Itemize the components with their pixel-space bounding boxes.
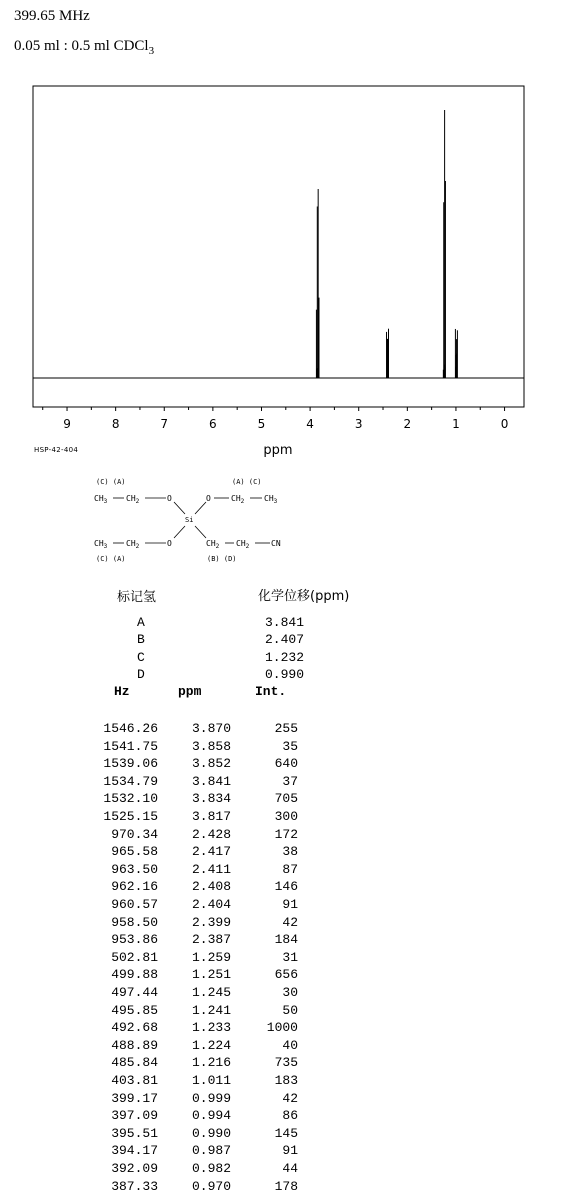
peak-hz: 962.16 <box>111 879 158 895</box>
peak-ppm: 3.817 <box>191 809 231 824</box>
peak-intensity: 87 <box>282 861 298 877</box>
peak-intensity: 35 <box>282 738 298 754</box>
peak-ppm: 1.251 <box>191 967 231 983</box>
peak-hz: 965.58 <box>111 844 158 860</box>
x-axis-label: ppm <box>263 443 293 458</box>
peak-hz: 399.17 <box>111 1090 158 1106</box>
peak-ppm: 2.417 <box>191 844 231 860</box>
peak-hz: 1546.26 <box>103 721 158 736</box>
label-bottom-left: (C) (A) <box>96 555 126 563</box>
assignment-label: D <box>137 667 145 682</box>
x-tick-label: 6 <box>209 417 217 431</box>
peak-hz: 958.50 <box>111 914 158 930</box>
peak-hz: 495.85 <box>111 1002 158 1018</box>
peak-hz: 953.86 <box>111 932 158 948</box>
x-tick-label: 9 <box>63 417 71 431</box>
peak-intensity: 184 <box>274 932 298 948</box>
peak-ppm: 1.233 <box>191 1020 231 1036</box>
peak-intensity: 37 <box>282 773 298 789</box>
peak-intensity: 1000 <box>266 1020 298 1036</box>
assignment-label: A <box>137 615 145 630</box>
sample-prefix: 0.05 ml : 0.5 ml CDCl <box>14 38 149 54</box>
assignment-shift: 0.990 <box>265 667 305 682</box>
label-top-left: (C) (A) <box>96 478 126 486</box>
peak-intensity: 91 <box>282 1143 298 1159</box>
peak-hz: 394.17 <box>111 1143 158 1159</box>
oxygen-b: O <box>206 494 211 503</box>
peak-intensity: 300 <box>274 809 298 824</box>
peak-ppm: 2.428 <box>191 826 231 842</box>
peak-ppm: 1.216 <box>191 1055 231 1071</box>
x-tick-label: 1 <box>452 417 460 431</box>
peak-hz: 488.89 <box>111 1037 158 1053</box>
peak-ppm: 1.224 <box>191 1037 231 1053</box>
peak-hz: 1525.15 <box>103 809 158 824</box>
ch2-c: $CH_2$ <box>126 539 140 550</box>
peak-ppm: 0.982 <box>191 1161 231 1176</box>
peak-ppm: 2.411 <box>191 861 231 877</box>
silicon: Si <box>185 516 194 524</box>
peak-hz: 497.44 <box>111 985 158 1000</box>
peak-hz: 387.33 <box>111 1178 158 1194</box>
ch2-d: $CH_2$ <box>206 539 220 550</box>
peak-intensity: 255 <box>274 721 298 736</box>
assignment-label: B <box>137 632 145 647</box>
peak-ppm: 0.990 <box>191 1125 231 1141</box>
x-tick-label: 3 <box>354 417 363 431</box>
peak-header-ppm: ppm <box>178 684 202 699</box>
bond <box>174 526 185 538</box>
assignment-shift: 1.232 <box>265 650 305 665</box>
peak-hz: 970.34 <box>111 826 158 842</box>
peak-hz: 395.51 <box>111 1125 158 1141</box>
peak-ppm: 0.999 <box>191 1090 231 1106</box>
peak-hz: 960.57 <box>111 897 158 912</box>
peak-intensity: 42 <box>282 914 298 930</box>
peak-ppm: 3.858 <box>191 738 231 754</box>
peak-hz: 502.81 <box>111 949 158 965</box>
peak-hz: 403.81 <box>111 1073 158 1088</box>
peak-hz: 1534.79 <box>103 773 158 789</box>
bond <box>195 526 206 538</box>
bond <box>195 502 206 514</box>
sample-subscript: 3 <box>148 45 155 57</box>
peak-intensity: 146 <box>274 879 298 895</box>
assignment-header-shift: 化学位移(ppm) <box>258 589 350 604</box>
peak-hz: 485.84 <box>111 1055 158 1071</box>
peak-intensity: 183 <box>274 1073 298 1088</box>
nitrile: CN <box>271 539 281 548</box>
peak-intensity: 30 <box>282 985 298 1000</box>
ch3-b: $CH_3$ <box>264 494 278 505</box>
peak-hz: 492.68 <box>111 1020 158 1036</box>
oxygen-a: O <box>167 494 172 503</box>
peak-ppm: 0.970 <box>191 1178 231 1194</box>
peak-ppm: 1.241 <box>191 1002 231 1018</box>
peak-ppm: 0.987 <box>191 1143 231 1159</box>
x-tick-label: 5 <box>257 417 266 431</box>
x-tick-label: 0 <box>500 417 509 431</box>
peak-header-int: Int. <box>255 684 287 699</box>
molecule-structure <box>0 0 570 570</box>
assignment-header-label: 标记氢 <box>117 590 157 605</box>
peak-hz: 1532.10 <box>103 791 158 807</box>
peak-header-hz: Hz <box>114 684 130 699</box>
peak-intensity: 44 <box>282 1161 298 1176</box>
peak-ppm: 3.852 <box>191 756 231 772</box>
peak-intensity: 172 <box>274 826 298 842</box>
peak-ppm: 3.870 <box>191 721 231 736</box>
peak-hz: 397.09 <box>111 1108 158 1124</box>
peak-intensity: 656 <box>274 967 298 983</box>
ch2-b: $CH_2$ <box>231 494 245 505</box>
peak-ppm: 2.408 <box>191 879 231 895</box>
peak-ppm: 1.259 <box>191 949 231 965</box>
peak-intensity: 50 <box>282 1002 298 1018</box>
peak-ppm: 0.994 <box>191 1108 231 1124</box>
peak-intensity: 86 <box>282 1108 298 1124</box>
peak-intensity: 705 <box>274 791 298 807</box>
oxygen-c: O <box>167 539 172 548</box>
peak-intensity: 640 <box>274 756 298 772</box>
ch3-a: $CH_3$ <box>94 494 108 505</box>
assignment-label: C <box>137 650 145 665</box>
peak-hz: 499.88 <box>111 967 158 983</box>
peak-ppm: 2.399 <box>191 914 231 930</box>
peak-ppm: 3.834 <box>191 791 231 807</box>
peak-intensity: 91 <box>282 897 298 912</box>
ch2-e: $CH_2$ <box>236 539 250 550</box>
peak-ppm: 2.387 <box>191 932 231 948</box>
assignment-shift: 2.407 <box>265 632 305 647</box>
ch3-c: $CH_3$ <box>94 539 108 550</box>
bond <box>174 502 185 514</box>
peak-intensity: 31 <box>282 949 298 965</box>
x-tick-label: 7 <box>160 417 169 431</box>
peak-ppm: 2.404 <box>191 897 231 912</box>
peak-intensity: 42 <box>282 1090 298 1106</box>
x-tick-label: 4 <box>306 417 314 431</box>
assignment-shift: 3.841 <box>265 615 305 630</box>
spectrometer-frequency: 399.65 MHz <box>14 8 90 24</box>
peak-intensity: 178 <box>274 1178 298 1194</box>
peak-intensity: 145 <box>274 1125 298 1141</box>
peak-intensity: 735 <box>274 1055 298 1071</box>
peak-ppm: 3.841 <box>191 773 231 789</box>
peak-ppm: 1.245 <box>191 985 231 1000</box>
label-top-right: (A) (C) <box>232 478 262 486</box>
peak-hz: 963.50 <box>111 861 158 877</box>
peak-hz: 392.09 <box>111 1161 158 1176</box>
peak-intensity: 40 <box>282 1037 298 1053</box>
ch2-a: $CH_2$ <box>126 494 140 505</box>
x-tick-label: 8 <box>111 417 120 431</box>
x-tick-label: 2 <box>403 417 412 431</box>
peak-ppm: 1.011 <box>191 1073 231 1088</box>
peak-intensity: 38 <box>282 844 298 860</box>
peak-hz: 1541.75 <box>103 738 158 754</box>
label-bottom-right: (B) (D) <box>207 555 237 563</box>
peak-hz: 1539.06 <box>103 756 158 772</box>
spectrum-code: HSP-42-404 <box>34 446 79 454</box>
